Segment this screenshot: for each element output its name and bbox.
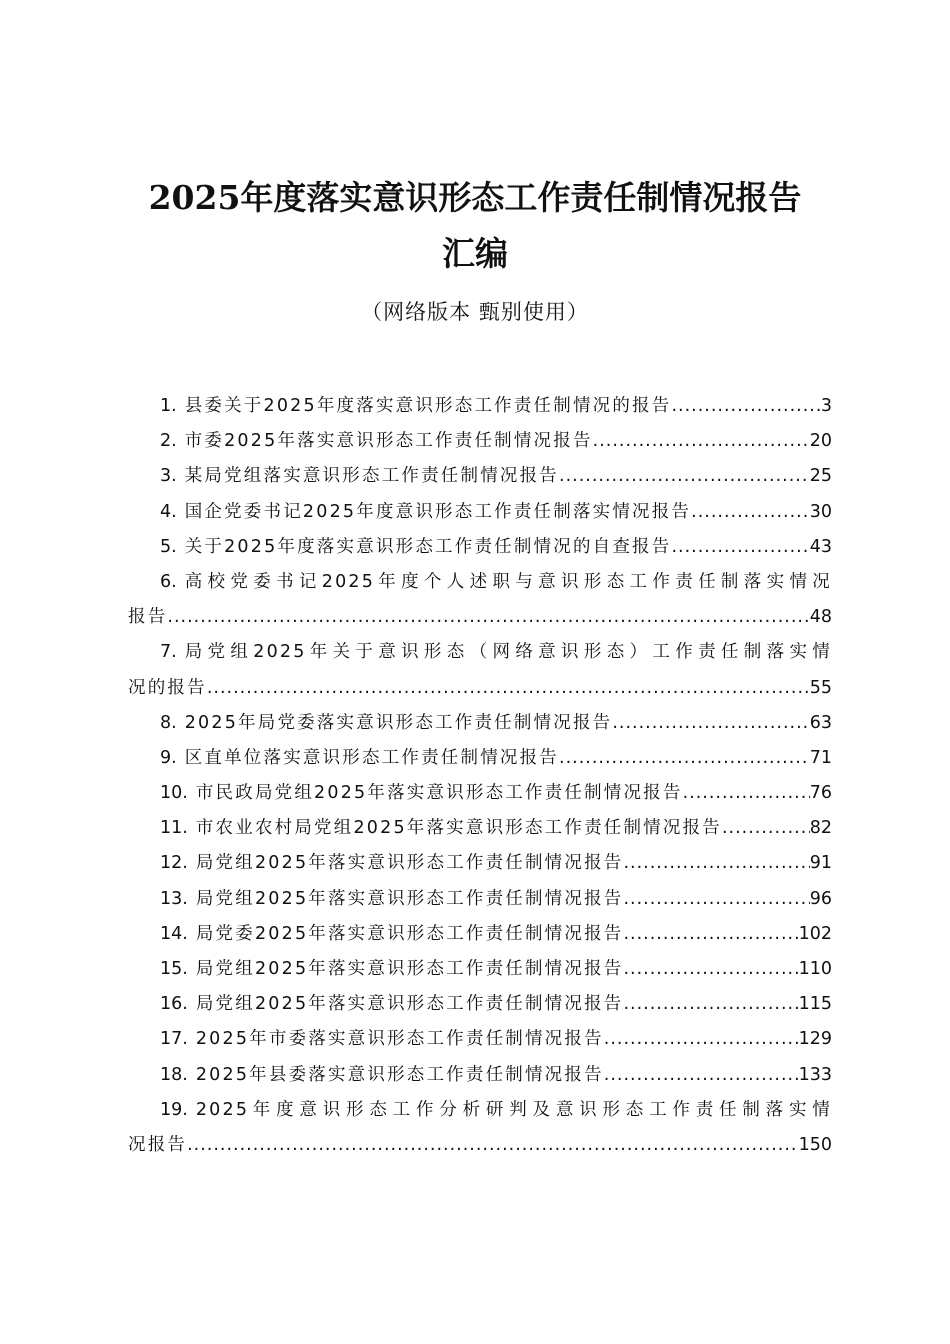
toc-entry[interactable]: [128, 846, 832, 881]
toc-entry-number: 7.: [160, 642, 177, 663]
toc-leader-dots: [612, 706, 809, 741]
toc-entry-page: 133: [798, 1064, 832, 1085]
toc-leader-dots: [593, 424, 810, 459]
toc-leader-dots: [559, 459, 810, 494]
toc-entry-title[interactable]: 2025年县委落实意识形态工作责任制情况报告: [195, 1064, 604, 1085]
toc-entry-line-continued[interactable]: [128, 600, 832, 635]
toc-entry-title[interactable]: 局党组2025年落实意识形态工作责任制情况报告: [195, 888, 624, 909]
toc-leader-dots: [691, 495, 810, 530]
toc-entry-page: 63: [809, 712, 832, 733]
toc-entry[interactable]: [128, 495, 832, 530]
toc-entry-page: 25: [809, 466, 832, 487]
toc-entry[interactable]: [128, 741, 832, 776]
table-of-contents: [128, 389, 832, 1163]
toc-entry-title[interactable]: 区直单位落实意识形态工作责任制情况报告: [184, 747, 560, 768]
toc-entry-line[interactable]: [128, 459, 832, 494]
toc-leader-dots: [623, 987, 798, 1022]
toc-leader-dots: [671, 389, 820, 424]
toc-entry-line[interactable]: [128, 1022, 832, 1057]
toc-entry-page: 91: [809, 853, 832, 874]
toc-entry-line-continued[interactable]: [128, 1128, 832, 1163]
toc-entry-title[interactable]: 局党组2025年落实意识形态工作责任制情况报告: [195, 853, 624, 874]
toc-entry-number: 15.: [160, 959, 188, 979]
toc-entry[interactable]: [128, 811, 832, 846]
toc-entry-title[interactable]: 2025年局党委落实意识形态工作责任制情况报告: [184, 712, 613, 733]
toc-entry[interactable]: [128, 459, 832, 494]
toc-entry-page: 115: [798, 994, 832, 1015]
toc-entry-line[interactable]: [128, 1058, 832, 1093]
toc-leader-dots: [623, 882, 809, 917]
toc-entry-page: 76: [809, 783, 832, 804]
toc-entry-line[interactable]: [128, 811, 832, 846]
toc-entry-title[interactable]: 县委关于2025年度落实意识形态工作责任制情况的报告: [184, 396, 672, 416]
toc-entry-number: 14.: [160, 923, 188, 944]
toc-entry-number: 3.: [160, 466, 177, 487]
toc-entry-line[interactable]: [128, 741, 832, 776]
toc-entry-page: 20: [809, 431, 832, 452]
toc-entry-page: 30: [809, 501, 832, 522]
toc-entry-page: 43: [809, 536, 832, 557]
toc-entry[interactable]: [128, 530, 832, 565]
toc-entry-number: 13.: [160, 888, 188, 909]
toc-entry-number: 6.: [160, 571, 177, 592]
toc-leader-dots: [207, 671, 810, 706]
toc-entry-page: 102: [798, 923, 832, 944]
toc-entry-number: 10.: [160, 783, 188, 804]
toc-entry-line[interactable]: [128, 530, 832, 565]
toc-entry-number: 19.: [160, 1099, 188, 1120]
toc-entry-line[interactable]: [128, 1093, 832, 1128]
document-subtitle: （网络版本 甄别使用）: [361, 300, 589, 324]
toc-entry-page: 55: [809, 677, 832, 698]
toc-entry[interactable]: [128, 1093, 832, 1163]
toc-entry-title[interactable]: 市委2025年落实意识形态工作责任制情况报告: [184, 431, 593, 452]
toc-entry[interactable]: [128, 1022, 832, 1057]
toc-entry-title[interactable]: 局党委2025年落实意识形态工作责任制情况报告: [195, 923, 624, 944]
toc-entry-number: 17.: [160, 1029, 188, 1050]
toc-leader-dots: [623, 917, 798, 952]
toc-leader-dots: [559, 741, 810, 776]
toc-entry-title[interactable]: 2025年度意识形态工作分析研判及意识形态工作责任制落实情: [195, 1099, 832, 1120]
toc-entry[interactable]: [128, 776, 832, 811]
toc-entry[interactable]: [128, 706, 832, 741]
toc-entry-number: 11.: [160, 818, 188, 839]
toc-leader-dots: [623, 952, 798, 987]
toc-entry-number: 16.: [160, 994, 188, 1015]
toc-entry-line[interactable]: [128, 952, 832, 987]
toc-entry-line[interactable]: [128, 917, 832, 952]
toc-leader-dots: [722, 811, 810, 846]
toc-entry-page: 129: [798, 1029, 832, 1050]
toc-leader-dots: [604, 1058, 799, 1093]
toc-entry-number: 12.: [160, 853, 188, 874]
toc-leader-dots: [604, 1022, 799, 1057]
toc-entry-title[interactable]: 市农业农村局党组2025年落实意识形态工作责任制情况报告: [195, 818, 722, 839]
toc-leader-dots: [683, 776, 810, 811]
toc-entry[interactable]: [128, 882, 832, 917]
toc-entry-line[interactable]: [128, 424, 832, 459]
toc-entry[interactable]: [128, 987, 832, 1022]
toc-entry-page: 48: [809, 607, 832, 628]
toc-entry-title-continued[interactable]: 况的报告: [128, 677, 207, 698]
toc-entry-line[interactable]: [128, 706, 832, 741]
toc-entry-number: 4.: [160, 501, 177, 522]
toc-entry-number: 8.: [160, 712, 177, 733]
toc-entry-number: 2.: [160, 431, 177, 452]
toc-entry-title[interactable]: 国企党委书记2025年度意识形态工作责任制落实情况报告: [184, 501, 692, 522]
toc-entry-line[interactable]: [128, 882, 832, 917]
document-title-line2: 汇编: [442, 234, 508, 273]
toc-entry-title[interactable]: 局党组2025年落实意识形态工作责任制情况报告: [195, 994, 624, 1015]
toc-entry[interactable]: [128, 635, 832, 705]
toc-entry[interactable]: [128, 1058, 832, 1093]
toc-leader-dots: [187, 1128, 798, 1163]
toc-entry-line[interactable]: [128, 495, 832, 530]
document-title: 2025年度落实意识形态工作责任制情况报告: [148, 178, 802, 217]
toc-entry-page: 82: [809, 818, 832, 839]
toc-entry[interactable]: [128, 424, 832, 459]
toc-entry-line[interactable]: [128, 389, 832, 424]
toc-entry-title[interactable]: 局党组2025年关于意识形态（网络意识形态）工作责任制落实情: [184, 642, 832, 663]
toc-entry[interactable]: [128, 952, 832, 987]
toc-entry-title[interactable]: 市民政局党组2025年落实意识形态工作责任制情况报告: [195, 783, 683, 804]
toc-entry-page: 110: [798, 959, 832, 979]
toc-entry-line[interactable]: [128, 776, 832, 811]
toc-entry-title-continued[interactable]: 报告: [128, 607, 168, 628]
toc-entry-line[interactable]: [128, 565, 832, 600]
toc-entry[interactable]: [128, 917, 832, 952]
toc-entry-number: 18.: [160, 1064, 188, 1085]
toc-entry-line-continued[interactable]: [128, 671, 832, 706]
toc-leader-dots: [671, 530, 809, 565]
toc-entry-line[interactable]: [128, 846, 832, 881]
toc-entry-number: 5.: [160, 536, 177, 557]
toc-entry-title[interactable]: 高校党委书记2025年度个人述职与意识形态工作责任制落实情况: [184, 571, 832, 592]
toc-entry-title-continued[interactable]: 况报告: [128, 1134, 188, 1155]
toc-entry-title[interactable]: 局党组2025年落实意识形态工作责任制情况报告: [195, 959, 624, 979]
toc-entry-page: 96: [809, 888, 832, 909]
toc-entry-number: 9.: [160, 747, 177, 768]
toc-entry-title[interactable]: 2025年市委落实意识形态工作责任制情况报告: [195, 1029, 604, 1050]
toc-entry-title[interactable]: 关于2025年度落实意识形态工作责任制情况的自查报告: [184, 536, 672, 557]
toc-entry[interactable]: [128, 389, 832, 424]
toc-entry[interactable]: [128, 565, 832, 635]
toc-entry-line[interactable]: [128, 635, 832, 670]
toc-entry-line[interactable]: [128, 987, 832, 1022]
toc-leader-dots: [623, 846, 809, 881]
toc-entry-page: 71: [809, 747, 832, 768]
toc-entry-page: 150: [798, 1134, 832, 1155]
toc-entry-title[interactable]: 某局党组落实意识形态工作责任制情况报告: [184, 466, 560, 487]
toc-entry-number: 1.: [160, 396, 177, 416]
toc-entry-page: 3: [820, 396, 832, 416]
toc-leader-dots: [167, 600, 809, 635]
